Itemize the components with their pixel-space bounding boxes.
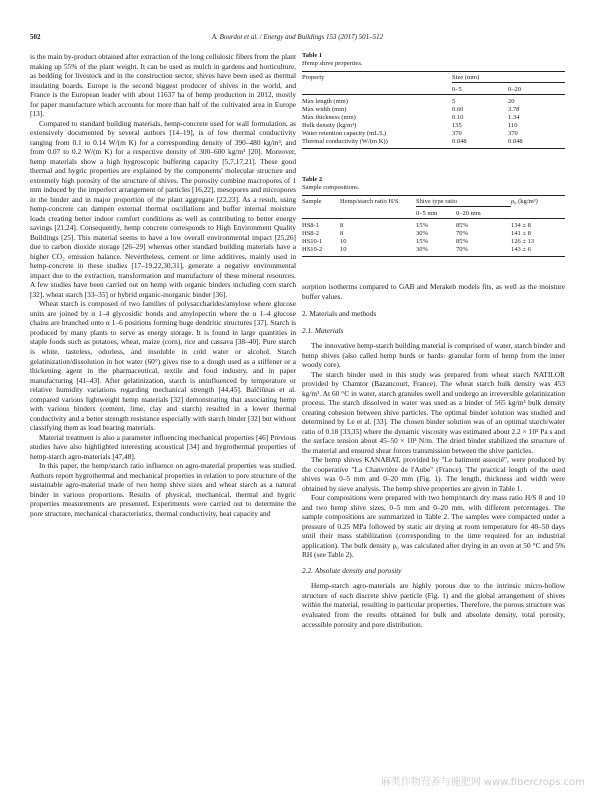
table-row: Max length (mm) 5 20 bbox=[302, 95, 565, 107]
paragraph: Compared to standard building materials, hemp-concrete used for wall formulation, as extensively documented by several authors [14–19], is of low thermal conductivity ranging from 0.1 to 0.14 W/(m K) for a corresponding density of 390–480 kg/m³, and from 0.07 to 0.2 W/(m K) for a respective density of 300–600 kg/m³ [20]. Moreover, hemp materials show a high hygroscopic buffering capacity [5,7,17,21]. These good thermal and hygric properties are explained by the components' molecular structure and extremely high porosity of the structure of shives. The porosity combine macropores of 1 mm induced by the imperfect arrangement of particles [16,22], mesopores and micropores in the binder and in major proportion of the plant aggregate [22,23]. As a result, using hemp-concrete can dampen external thermal oscillations and buffer internal moisture loads creating better indoor comfort conditions as well as contributing to better energy savings [21,24]. Consequently, hemp concrete corresponds to High Environment Quality Buildings [25]. This material seems to have a low overall environmental impact [25,26] due to carbon dioxide storage [26–29] whereas other standard building materials have a higher CO₂ emission balance. Nevertheless, cement or lime additives, mainly used in hemp-concrete in these studies [17–19,22,30,31], generate a negative environmental impact due to the extraction, transformation and manufacture of these mineral resources. A few studies have been carried out on hemp with organic binders including corn starch [32], wheat starch [33–35] or hybrid organic-inorganic binder [36]. bbox=[30, 118, 296, 299]
watermark: 麻类作物营养与施肥网 www.fibercrops.com bbox=[380, 777, 585, 788]
left-column bbox=[30, 52, 296, 518]
table-row: Thermal conductivity (W/(m K)) 0.048 0.048 bbox=[302, 138, 565, 149]
paragraph: The starch binder used in this study was prepared from wheat starch NATILOR provided by Chamtor (Bazancourt, France). The wheat starch bulk density was 453 kg/m³. At 60 °C in water, starch granules swell and undergo an irreversible gelatinization process. The starch dissolved in water was used as a binder of 565 kg/m³ bulk density creating cohesion between shive particles. The optimal binder solution was studied and determined by Le et al. [33]. The chosen binder solution was of an optimal starch/water ratio of 0.18 [33,35] where the dynamic viscosity was estimated about 2.2 × 10³ Pa s and the surface tension about 45–50 × 10³ N/m. The dried binder stabilized the structure of the material and ensured shear forces transmission between the shive particles. bbox=[302, 369, 565, 455]
paragraph: Material treatment is also a parameter influencing mechanical properties [46] Previous studies have also highlighted interesting acoustical [34] and hygrothermal properties of hemp-starch agro-materials [47,48]. bbox=[30, 432, 296, 461]
section-heading: 2. Materials and methods bbox=[302, 309, 377, 319]
table-1-caption: Table 1 bbox=[302, 52, 323, 59]
table-header: ρ₀ (kg/m³) bbox=[511, 198, 538, 205]
table-header: Hemp/starch ratio H/S bbox=[340, 198, 399, 205]
table-row: Bulk density (kg/m³) 135 110 bbox=[302, 122, 518, 129]
table-header: Size (mm) bbox=[452, 74, 480, 81]
table-row: HS10-2 10 30% 70% 143 ± 6 bbox=[302, 246, 565, 257]
table-2-caption: Table 2 bbox=[302, 176, 323, 183]
right-column bbox=[302, 282, 565, 629]
subsection-heading: 2.1. Materials bbox=[302, 325, 344, 335]
table-1-grid bbox=[302, 71, 565, 149]
table-row: Water retention capacity (mL/L) 370 370 bbox=[302, 130, 518, 137]
table-row: Max thickness (mm) 0.10 1.34 bbox=[302, 114, 520, 121]
table-header: 0–20 bbox=[508, 83, 565, 95]
table-header: Shive type ratio bbox=[416, 198, 458, 205]
journal-reference: A. Bourdot et al. / Energy and Buildings 153 (2017) 501–512 bbox=[211, 33, 384, 41]
paragraph: The innovative hemp-starch building material is comprised of water, starch binder and hemp shives (also called hemp hurds or hards: granular form of hemp from the inner woody core). bbox=[302, 341, 565, 370]
table-header: Sample bbox=[302, 198, 322, 205]
paragraph: sorption isotherms compared to GAB and Merakeb models fits, as well as the moisture buffer values. bbox=[302, 282, 565, 301]
table-header: 0–5 mm bbox=[416, 207, 456, 219]
page-number: 502 bbox=[30, 33, 41, 41]
subsection-heading: 2.2. Absolute density and porosity bbox=[302, 565, 402, 575]
table-2-subtitle: Sample compositions. bbox=[302, 184, 360, 191]
table-row: Max width (mm) 0.60 3.78 bbox=[302, 106, 520, 113]
table-2 bbox=[302, 176, 565, 257]
table-row: HS8-2 8 30% 70% 141 ± 8 bbox=[302, 230, 531, 237]
table-header: Property bbox=[302, 74, 325, 81]
table-header: 0–5 bbox=[452, 83, 508, 95]
table-1 bbox=[302, 52, 565, 149]
paragraph: Wheat starch is composed of two families of polysaccharides/amylose where glucose units are joined by α 1–4 glycosidic bonds and amylopectin where the α 1–4 glucose chains are branched onto α 1–6 positions forming huge dendritic structures [37]. Starch is produced by many plants to serve as energy storage. It is found in large quantities in staple foods such as potatoes, wheat, maize (corn), rice and cassava [38–40]. Pure starch is white, tasteless, odorless, and insoluble in cold water or alcohol. Starch gelatinization/dissolution in hot water (60°) gives rise to a dough used as a stiffener or a thickening agent in the pharmaceutical, textile and food industry, and in paper manufacturing [41–43]. After gelatinization, starch is uninfluenced by temperature or relative humidity variations regarding mechanical strength [44,45]. Balčiūnas et al. compared various lightweight hemp materials [32] demonstrating that associating hemp with various binders (cement, lime, clay and starch) resulted in a lower thermal conductivity and a better strength resistance especially with starch binder [32] but without classifying them as load bearing materials. bbox=[30, 299, 296, 433]
table-1-subtitle: Hemp shive properties. bbox=[302, 60, 363, 67]
table-row: HS10-1 10 15% 85% 126 ± 13 bbox=[302, 238, 535, 245]
table-row: HS8-1 8 15% 85% 134 ± 8 bbox=[302, 219, 565, 231]
paragraph: Four compositions were prepared with two hemp/starch dry mass ratio H/S 8 and 10 and two hemp shive sizes, 0–5 mm and 0–20 mm, with different percentages. The sample compositions are summarized in Table 2. The samples were compacted under a pressure of 0.25 MPa followed by static air drying at room temperature for 40–50 days until their mass stabilization (corresponding to the time required for an industrial application). The bulk density ρ₀ was calculated after drying in an oven at 50 °C and 5% RH (see Table 2). bbox=[302, 493, 565, 560]
table-2-grid bbox=[302, 195, 565, 257]
paragraph: is the main by-product obtained after extraction of the long cellulosic fibers from the plant making up 55% of the plant weight. It can be used as mulch in gardens and horticulture, as bedding for livestock and in the construction sector, shives have been used as thermal insulating boards. Europe is the second biggest producer of shives in the world, and France is the European leader with about 11637 ha of hemp production in 2012, mostly for paper manufacture which accounts for more than half of the cultivated area in Europe [13]. bbox=[30, 52, 296, 119]
table-header: 0–20 mm bbox=[456, 207, 511, 219]
paragraph: In this paper, the hemp/starch ratio influence on agro-material properties was studied. Authors report hygrothermal and mechanical properties in relation to pore structure of the sustainable agro-material made of two hemp shive sizes and wheat starch as a natural binder in various proportions. Results of physical, mechanical, thermal and hygric properties measurements are presented. Experiments were carried out to determine the pore structure, mechanical characteristics, thermal conductivity, heat capacity and bbox=[30, 461, 296, 518]
paragraph: Hemp-starch agro-materials are highly porous due to the intrinsic micro-hollow structure of each discrete shive particle (Fig. 1) and the global arrangement of shives within the material, resulting in particular properties. Therefore, the porous structure was evaluated from the results obtained for bulk and absolute density, total porosity, accessible porosity and pore distribution. bbox=[302, 581, 565, 629]
page-header bbox=[30, 33, 565, 45]
paragraph: The hemp shives KANABAT, provided by "Le batiment associé", were produced by the cooperative "La Chanvrière de l'Aube" (France). The practical length of the used shives was 0–5 mm and 0–20 mm (Fig. 1). The length, thickness and width were obtained by sieve analysis. The hemp shive properties are given in Table 1. bbox=[302, 455, 565, 493]
